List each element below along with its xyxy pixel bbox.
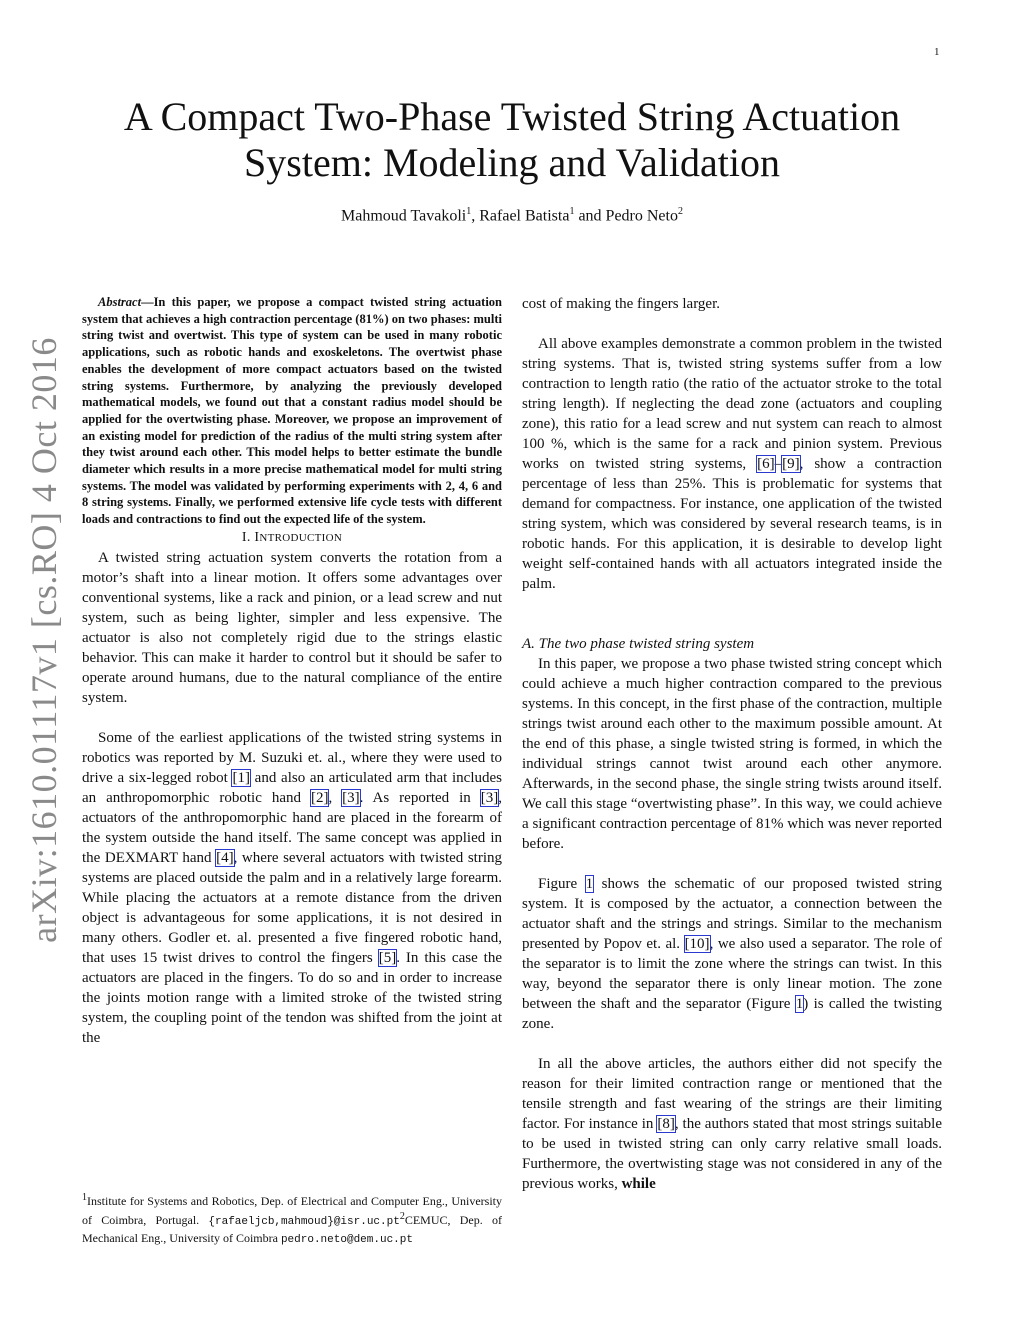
citation-link[interactable]: [4] <box>216 849 234 866</box>
abstract-text: —In this paper, we propose a compact twisted string actuation system that achieves a high contraction percentage (81%) on two phases: multi string twist and overtwist. This type of system can be used in many robotic applications, such as robotic hands and exoskeletons. The overtwist phase enables the development of more compact actuators based on the twisted string systems. Furthermore, by analyzing the previously developed mathematical models, we found out that a constant radius model should be applied for the overtwisting phase. Moreover, we propose an improvement of an existing model for prediction of the radius of the multi string system after they twist around each other. This model helps to better estimate the bundle diameter which results in a more precise mathematical model for multi string systems. The model was validated by performing experiments with 2, 4, 6 and 8 string systems. Finally, we performed extensive life cycle tests with different loads and contractions to find out the expected life of the system. <box>82 295 502 527</box>
right-column <box>522 294 942 1194</box>
subsection-heading: A. The two phase twisted string system <box>522 636 755 652</box>
section-heading-introduction <box>82 528 502 548</box>
paragraph-problem: All above examples demonstrate a common problem in the twisted string systems. That is, twisted string systems suffer from a low contraction to length ratio (the ratio of the actuator stroke to the total string length). If neglecting the dead zone (actuators and coupling zone), this ratio for a lead screw and nut system can reach to almost 100 %, which is the same for a rack and pinion system. Previous works on twisted string systems, [6]–[9], show a contraction percentage of less than 25%. This is problematic for systems that demand for compactness. For instance, one application of the twisted string system, which was considered by several research teams, is in robotic hands. For this application, it is desirable to develop light weight self-contained hands with all actuators integrated inside the palm. <box>522 336 942 592</box>
citation-link[interactable]: [5] <box>378 949 397 966</box>
title-line-1: A Compact Two-Phase Twisted String Actuation <box>123 94 901 139</box>
intro-paragraph-2: Some of the earliest applications of the twisted string systems in robotics was reported by M. Suzuki et. al., where they were used to drive a six-legged robot [1] and also an articulated arm that includes an anthropomorphic robotic hand [2], [3]. As reported in [3], actuators of the anthropomorphic hand are placed in the forearm of the system outside the hand itself. The same concept was applied in the DEXMART hand [4], where several actuators with twisted string systems are placed outside the palm and in a relatively large forearm. While placing the actuators at a remote distance from the driven object is advantageous for some applications, it is not desired in many others. Godler et. al. presented a five fingered robotic hand, that uses 15 twist drives to control the fingers [5]. In this case the actuators are placed in the fingers. To do so and in order to increase the joints motion range with a limited stroke of the twisted string system, the coupling point of the tendon was shifted from the joint at the <box>82 729 503 1046</box>
citation-link[interactable]: [9] <box>782 456 800 472</box>
section-title-rest: NTRODUCTION <box>259 531 343 544</box>
affiliation-mark: 2 <box>677 206 683 217</box>
paper-title <box>60 94 964 186</box>
figure-link[interactable]: 1 <box>585 876 594 892</box>
paragraph-figure: Figure 1 shows the schematic of our proposed twisted string system. It is composed by the actuator, a connection between the actuator shaft and the strings and strings. Similar to the mechanism presented by Popov et. al. [10], we also used a separator. The role of the separator is to limit the zone where the strings can twist. In this way, beyond the separator there is only linear motion. The zone between the shaft and the separator (Figure 1) is called the twisting zone. <box>522 876 943 1032</box>
section-initial: I <box>254 529 260 545</box>
title-line-2: System: Modeling and Validation <box>244 140 780 185</box>
abstract-label: Abstract <box>98 295 142 309</box>
citation-link[interactable]: [3] <box>480 789 499 806</box>
continued-paragraph: cost of making the fingers larger. <box>522 296 721 312</box>
citation-link[interactable]: [8] <box>657 1116 675 1132</box>
paragraph-concept: In this paper, we propose a two phase twisted string concept which could achieve a much higher contraction compared to the previous systems. In this concept, in the first phase of the contraction, multiple strings twist around each other to the maximum possible amount. At the end of this phase, a single twisted string is formed, in which the individual strings cannot twist around each other anymore. Afterwards, in the second phase, the single string twists around itself. We call this stage “overtwisting phase”. In this way, we could achieve a significant contraction percentage of 81% which was never reported before. <box>522 656 942 852</box>
email-address[interactable]: {rafaeljcb,mahmoud}@isr.uc.pt <box>208 1216 400 1228</box>
paragraph-limitations: In all the above articles, the authors either did not specify the reason for their limited contraction range or mentioned that the tensile strength and fast wearing of the strings are their limiting factor. For instance in [8], the authors stated that most strings suitable to be used in twisted string can only carry relative small loads. Furthermore, the overtwisting stage was not considered in any of the previous works, while <box>522 1056 943 1192</box>
author-list <box>60 206 964 225</box>
affiliation-footnote: $^1$Institute for Systems and Robotics, Dep. of Electrical and Computer Eng., University of Coimbra, Portugal. $\{rafaeljcb,mahmoud\}@isr.uc.pt^2CEMUC$, Dep. of Mechanical Eng., University of Coimbra pedro.neto@dem.uc.pt <box>82 1192 502 1246</box>
left-column <box>82 294 502 1048</box>
email-address[interactable]: pedro.neto@dem.uc.pt <box>280 1234 413 1246</box>
abstract <box>82 294 502 528</box>
page-number: 1 <box>934 46 940 58</box>
affiliation-mark: 1 <box>569 206 575 217</box>
arxiv-id: arXiv:1610.01117v1 [cs.RO] 4 Oct 2016 <box>24 337 64 943</box>
citation-link[interactable]: [1] <box>232 769 250 786</box>
author-name: and Pedro Neto <box>574 207 678 225</box>
author-name: Mahmoud Tavakoli <box>341 207 467 225</box>
citation-link[interactable]: [10] <box>684 936 710 952</box>
author-name: , Rafael Batista <box>471 207 570 225</box>
affiliation-mark: 1 <box>466 206 472 217</box>
citation-link[interactable]: [6] <box>757 456 775 472</box>
figure-link[interactable]: 1 <box>795 996 804 1012</box>
section-number: I. <box>241 529 255 545</box>
citation-link[interactable]: [2] <box>310 789 329 806</box>
citation-link[interactable]: [3] <box>342 789 360 806</box>
intro-paragraph-1: A twisted string actuation system converts the rotation from a motor’s shaft into a linear motion. It offers some advantages over conventional systems, like a rack and pinion, or a lead screw and nut system, such as being lighter, simpler and less expensive. The actuator is also not completely rigid due to the strings elastic behavior. This can make it harder to control but it should be safer to operate around humans, due to the natural compliance of the entire system. <box>82 549 502 706</box>
